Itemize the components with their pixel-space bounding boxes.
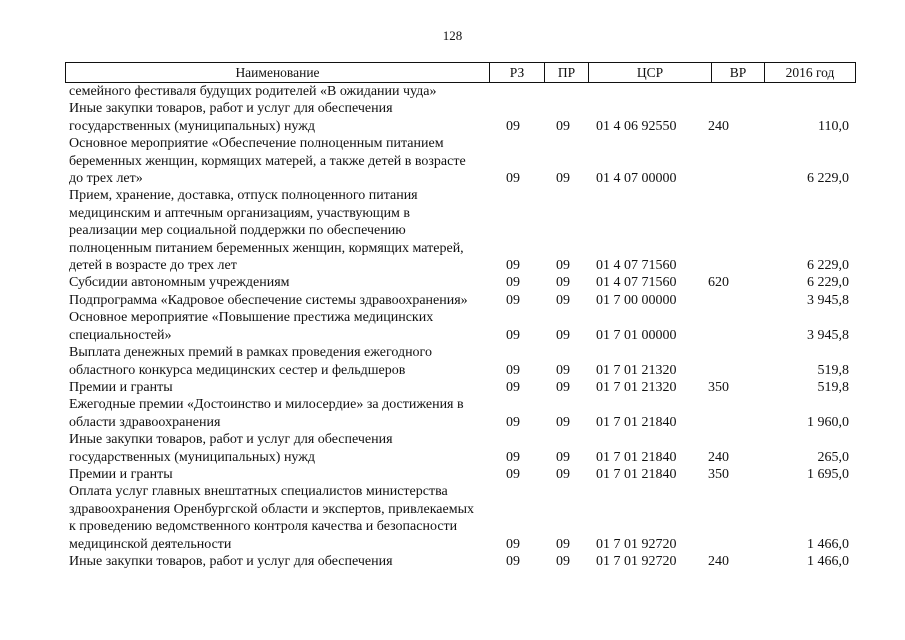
row-rz: 09	[506, 275, 520, 291]
row-name: Ежегодные премии «Достоинство и милосердие» за достижения в области здравоохранения	[69, 397, 464, 430]
row-rz: 09	[506, 327, 520, 343]
row-rz: 09	[506, 258, 520, 274]
row-amount: 1 960,0	[807, 414, 849, 430]
row-amount: 6 229,0	[807, 171, 849, 187]
row-csr: 01 7 01 92720	[596, 536, 677, 552]
table-row	[69, 553, 859, 570]
table-row	[69, 396, 859, 431]
row-rz: 09	[506, 379, 520, 395]
row-pr: 09	[556, 449, 570, 465]
table-row	[69, 83, 859, 100]
header-pr: ПР	[544, 63, 588, 82]
row-amount: 519,8	[817, 379, 849, 395]
row-pr: 09	[556, 258, 570, 274]
row-csr: 01 4 07 00000	[596, 171, 677, 187]
row-vr: 350	[708, 379, 729, 395]
row-name: Иные закупки товаров, работ и услуг для обеспечения государственных (муниципальных) нужд	[69, 432, 393, 465]
row-name: Подпрограмма «Кадровое обеспечение системы здравоохранения»	[69, 292, 468, 308]
row-pr: 09	[556, 414, 570, 430]
row-pr: 09	[556, 118, 570, 134]
table-row	[69, 274, 859, 291]
row-name: Иные закупки товаров, работ и услуг для обеспечения государственных (муниципальных) нужд	[69, 101, 393, 134]
table-row	[69, 431, 859, 466]
row-amount: 3 945,8	[807, 292, 849, 308]
table-row	[69, 135, 859, 187]
table-row	[69, 379, 859, 396]
row-vr: 240	[708, 553, 729, 569]
row-amount: 6 229,0	[807, 258, 849, 274]
row-name: Оплата услуг главных внештатных специалистов министерства здравоохранения Оренбургской области и экспертов, привлекаемых к проведению ведомственного контроля качества и безопасности медицинской деятельности	[69, 484, 474, 552]
row-rz: 09	[506, 414, 520, 430]
row-name: Субсидии автономным учреждениям	[69, 275, 290, 291]
header-rz: РЗ	[489, 63, 544, 82]
row-pr: 09	[556, 379, 570, 395]
page-number: 128	[442, 28, 463, 43]
row-pr: 09	[556, 171, 570, 187]
header-year: 2016 год	[764, 63, 855, 82]
table-row	[69, 187, 859, 274]
row-csr: 01 7 01 21840	[596, 449, 677, 465]
table-row	[69, 100, 859, 135]
row-name: Премии и гранты	[69, 379, 173, 395]
row-csr: 01 7 01 21320	[596, 362, 677, 378]
table-body	[69, 83, 859, 570]
row-vr: 240	[708, 118, 729, 134]
row-amount: 1 466,0	[807, 536, 849, 552]
row-csr: 01 7 01 92720	[596, 553, 677, 569]
table-row	[69, 309, 859, 344]
row-vr: 350	[708, 466, 729, 482]
row-vr: 240	[708, 449, 729, 465]
row-name: Выплата денежных премий в рамках проведения ежегодного областного конкурса медицинских сестер и фельдшеров	[69, 345, 432, 378]
row-pr: 09	[556, 327, 570, 343]
row-rz: 09	[506, 118, 520, 134]
row-name: Основное мероприятие «Обеспечение полноценным питанием беременных женщин, кормящих матерей, а также детей в возрасте до трех лет»	[69, 136, 466, 187]
row-amount: 265,0	[817, 449, 849, 465]
row-rz: 09	[506, 449, 520, 465]
row-name: Основное мероприятие «Повышение престижа медицинских специальностей»	[69, 310, 434, 343]
row-pr: 09	[556, 275, 570, 291]
row-pr: 09	[556, 466, 570, 482]
table-row	[69, 466, 859, 483]
row-pr: 09	[556, 536, 570, 552]
table-row	[69, 292, 859, 309]
row-name: Прием, хранение, доставка, отпуск полноценного питания медицинским и аптечным организациям, участвующим в реализации мер социальной поддержки по обеспечению полноценным питанием беременных женщин, кормящих матерей, детей в возрасте до трех лет	[69, 188, 464, 274]
row-amount: 6 229,0	[807, 275, 849, 291]
row-csr: 01 4 06 92550	[596, 118, 677, 134]
row-rz: 09	[506, 171, 520, 187]
row-amount: 3 945,8	[807, 327, 849, 343]
header-vr: ВР	[711, 63, 764, 82]
row-csr: 01 4 07 71560	[596, 275, 677, 291]
row-pr: 09	[556, 292, 570, 308]
row-amount: 110,0	[818, 118, 849, 134]
row-name: Премии и гранты	[69, 466, 173, 482]
table-row	[69, 483, 859, 553]
row-csr: 01 7 00 00000	[596, 292, 677, 308]
row-csr: 01 7 01 21840	[596, 414, 677, 430]
row-pr: 09	[556, 362, 570, 378]
header-csr: ЦСР	[588, 63, 711, 82]
row-vr: 620	[708, 275, 729, 291]
row-amount: 519,8	[817, 362, 849, 378]
row-amount: 1 695,0	[807, 466, 849, 482]
header-name: Наименование	[235, 65, 320, 80]
row-rz: 09	[506, 466, 520, 482]
row-rz: 09	[506, 553, 520, 569]
row-csr: 01 7 01 21840	[596, 466, 677, 482]
row-rz: 09	[506, 362, 520, 378]
row-amount: 1 466,0	[807, 553, 849, 569]
row-rz: 09	[506, 292, 520, 308]
row-rz: 09	[506, 536, 520, 552]
row-csr: 01 7 01 00000	[596, 327, 677, 343]
table-row	[69, 344, 859, 379]
row-pr: 09	[556, 553, 570, 569]
row-name: семейного фестиваля будущих родителей «В ожидании чуда»	[69, 84, 437, 99]
row-name: Иные закупки товаров, работ и услуг для обеспечения	[69, 553, 393, 569]
row-csr: 01 7 01 21320	[596, 379, 677, 395]
row-csr: 01 4 07 71560	[596, 258, 677, 274]
table-header	[65, 62, 856, 83]
